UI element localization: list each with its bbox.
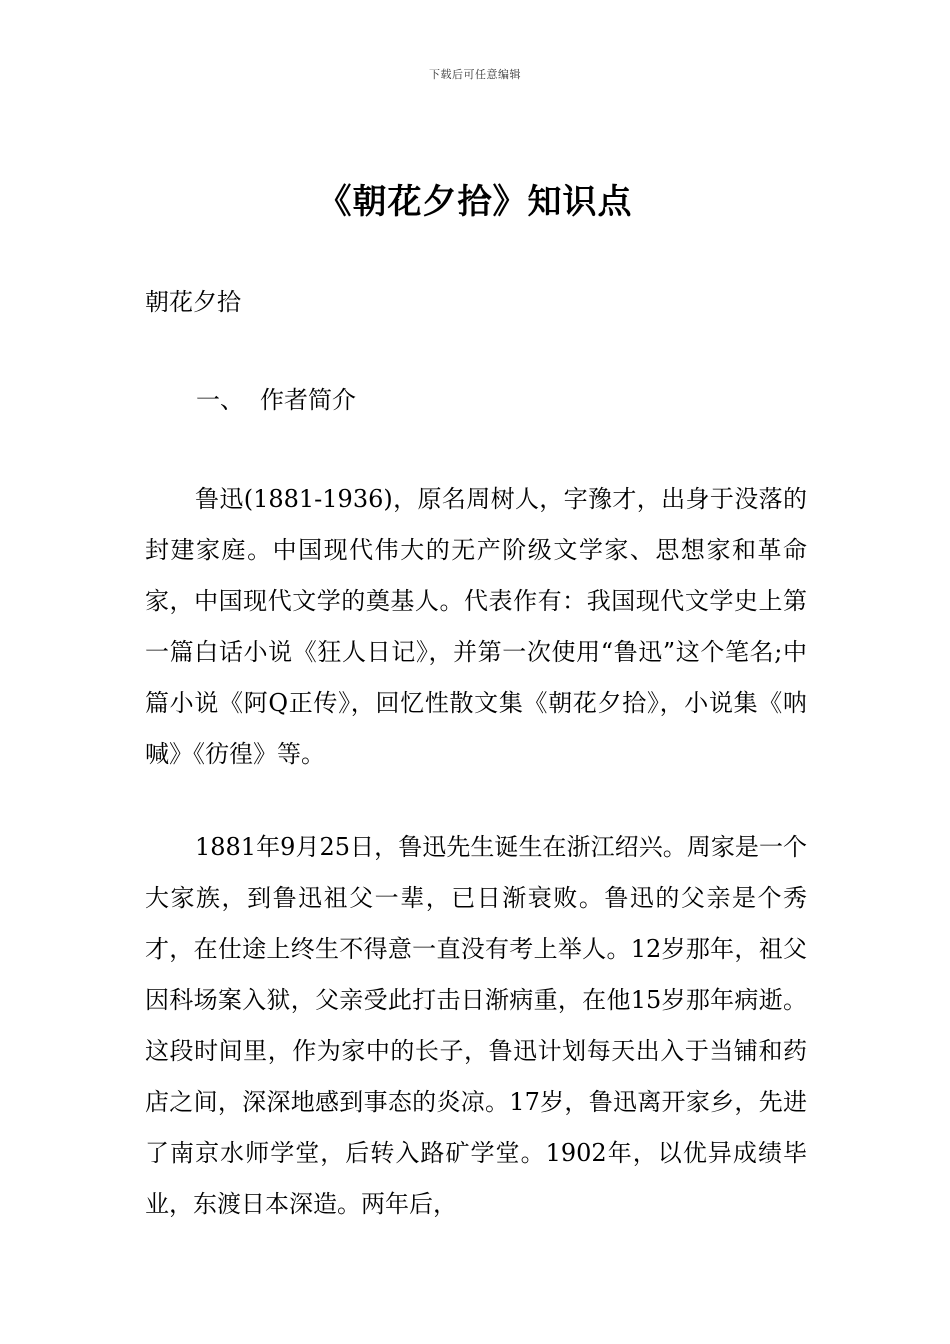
header-note: 下载后可任意编辑 [429, 68, 521, 81]
section-number: 一、 [196, 386, 244, 414]
paragraph-author-intro: 鲁迅(1881-1936)，原名周树人，字豫才，出身于没落的封建家庭。中国现代伟大的无产阶级文学家、思想家和革命家，中国现代文学的奠基人。代表作有：我国现代文学史上第一篇白话小说《狂人日记》，并第一次使用“鲁迅”这个笔名;中篇小说《阿Q正传》，回忆性散文集《朝花夕拾》，小说集《呐喊》《彷徨》等。 [145, 485, 807, 768]
section-label: 作者简介 [260, 386, 356, 414]
section-heading [196, 380, 356, 415]
subtitle: 朝花夕拾 [145, 288, 241, 316]
paragraph-author-biography: 1881年9月25日，鲁迅先生诞生在浙江绍兴。周家是一个大家族，到鲁迅祖父一辈，已日渐衰败。鲁迅的父亲是个秀才，在仕途上终生不得意一直没有考上举人。12岁那年，祖父因科场案入狱，父亲受此打击日渐病重，在他15岁那年病逝。这段时间里，作为家中的长子，鲁迅计划每天出入于当铺和药店之间，深深地感到事态的炎凉。17岁，鲁迅离开家乡，先进了南京水师学堂，后转入路矿学堂。1902年，以优异成绩毕业，东渡日本深造。两年后， [145, 833, 807, 1218]
page-title: 《朝花夕拾》知识点 [317, 182, 633, 222]
